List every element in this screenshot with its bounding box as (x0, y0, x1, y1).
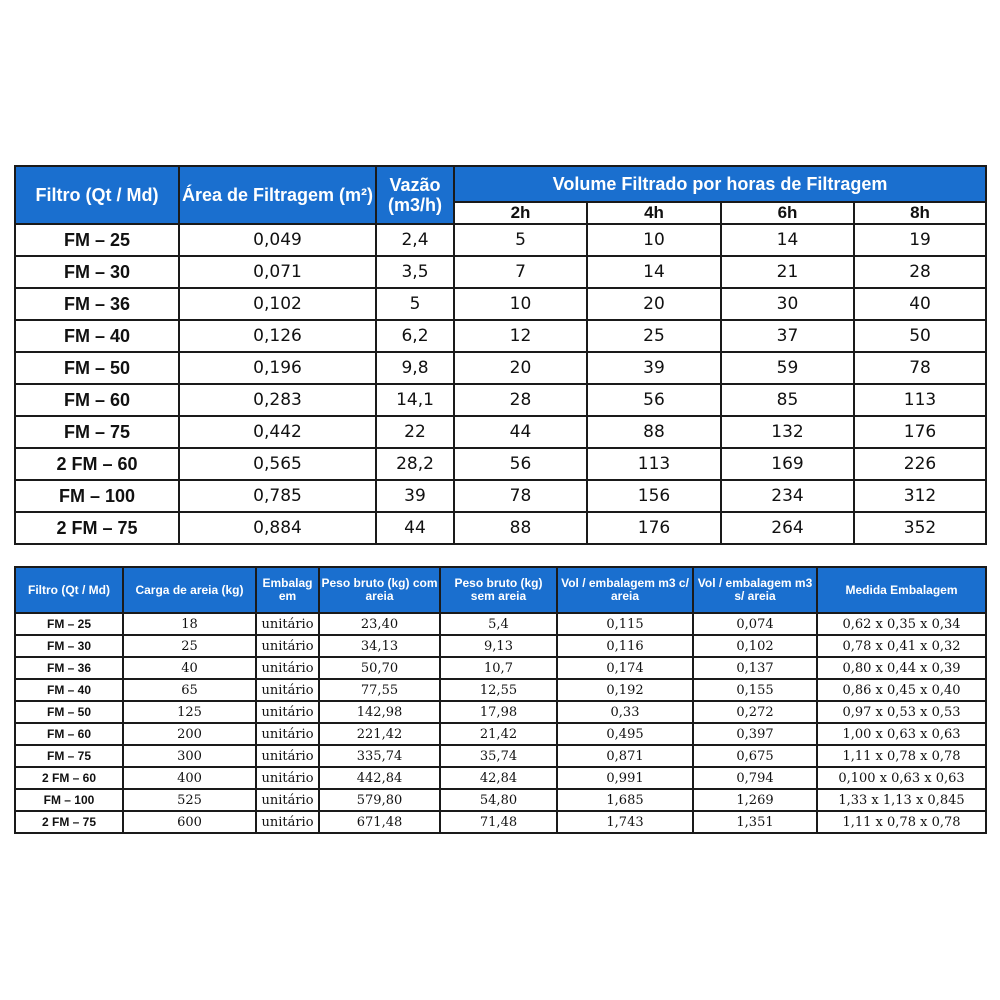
filter-model-cell: FM – 25 (15, 224, 179, 256)
volume-sand-cell: 1,685 (557, 789, 693, 811)
table-row (15, 657, 986, 679)
volume-nosand-cell: 0,137 (693, 657, 817, 679)
volume-6h-cell: 264 (721, 512, 854, 544)
gross-weight-nosand-cell: 35,74 (440, 745, 557, 767)
area-cell: 0,884 (179, 512, 376, 544)
filter-model-cell: FM – 50 (15, 701, 123, 723)
header-hour: 4h (587, 202, 721, 224)
gross-weight-sand-cell: 579,80 (319, 789, 440, 811)
table-row (15, 512, 986, 544)
volume-2h-cell: 44 (454, 416, 587, 448)
volume-4h-cell: 20 (587, 288, 721, 320)
volume-8h-cell: 40 (854, 288, 986, 320)
table-row (15, 256, 986, 288)
gross-weight-nosand-cell: 71,48 (440, 811, 557, 833)
volume-4h-cell: 113 (587, 448, 721, 480)
gross-weight-sand-cell: 221,42 (319, 723, 440, 745)
volume-2h-cell: 88 (454, 512, 587, 544)
packaging-cell: unitário (256, 811, 319, 833)
volume-6h-cell: 234 (721, 480, 854, 512)
package-size-cell: 1,33 x 1,13 x 0,845 (817, 789, 986, 811)
filter-model-cell: FM – 60 (15, 723, 123, 745)
packaging-table (14, 566, 987, 834)
header-volume-filtrado: Volume Filtrado por horas de Filtragem (454, 166, 986, 202)
filter-model-cell: FM – 36 (15, 657, 123, 679)
volume-sand-cell: 0,192 (557, 679, 693, 701)
volume-nosand-cell: 0,397 (693, 723, 817, 745)
volume-6h-cell: 21 (721, 256, 854, 288)
volume-nosand-cell: 0,794 (693, 767, 817, 789)
flow-cell: 28,2 (376, 448, 454, 480)
volume-sand-cell: 0,495 (557, 723, 693, 745)
volume-8h-cell: 176 (854, 416, 986, 448)
volume-6h-cell: 85 (721, 384, 854, 416)
packaging-cell: unitário (256, 613, 319, 635)
volume-nosand-cell: 1,351 (693, 811, 817, 833)
sand-load-cell: 18 (123, 613, 256, 635)
gross-weight-nosand-cell: 42,84 (440, 767, 557, 789)
table-row (15, 789, 986, 811)
gross-weight-sand-cell: 671,48 (319, 811, 440, 833)
package-size-cell: 0,80 x 0,44 x 0,39 (817, 657, 986, 679)
flow-cell: 5 (376, 288, 454, 320)
volume-4h-cell: 88 (587, 416, 721, 448)
packaging-cell: unitário (256, 701, 319, 723)
gross-weight-nosand-cell: 10,7 (440, 657, 557, 679)
volume-8h-cell: 28 (854, 256, 986, 288)
sand-load-cell: 400 (123, 767, 256, 789)
volume-6h-cell: 132 (721, 416, 854, 448)
volume-2h-cell: 10 (454, 288, 587, 320)
packaging-cell: unitário (256, 657, 319, 679)
flow-cell: 9,8 (376, 352, 454, 384)
area-cell: 0,102 (179, 288, 376, 320)
gross-weight-sand-cell: 34,13 (319, 635, 440, 657)
area-cell: 0,565 (179, 448, 376, 480)
table-row (15, 384, 986, 416)
gross-weight-sand-cell: 50,70 (319, 657, 440, 679)
volume-nosand-cell: 0,102 (693, 635, 817, 657)
gross-weight-nosand-cell: 21,42 (440, 723, 557, 745)
filter-model-cell: FM – 30 (15, 256, 179, 288)
filter-model-cell: 2 FM – 60 (15, 448, 179, 480)
volume-8h-cell: 78 (854, 352, 986, 384)
sand-load-cell: 525 (123, 789, 256, 811)
packaging-cell: unitário (256, 723, 319, 745)
package-size-cell: 0,97 x 0,53 x 0,53 (817, 701, 986, 723)
volume-8h-cell: 226 (854, 448, 986, 480)
sand-load-cell: 200 (123, 723, 256, 745)
table-row (15, 352, 986, 384)
header-hour: 6h (721, 202, 854, 224)
gross-weight-nosand-cell: 9,13 (440, 635, 557, 657)
filter-model-cell: FM – 36 (15, 288, 179, 320)
volume-8h-cell: 113 (854, 384, 986, 416)
filtration-volume-table (14, 165, 987, 545)
table-row (15, 811, 986, 833)
table-row (15, 480, 986, 512)
sand-load-cell: 40 (123, 657, 256, 679)
gross-weight-sand-cell: 77,55 (319, 679, 440, 701)
volume-8h-cell: 312 (854, 480, 986, 512)
flow-cell: 22 (376, 416, 454, 448)
area-cell: 0,071 (179, 256, 376, 288)
volume-6h-cell: 37 (721, 320, 854, 352)
table-row (15, 613, 986, 635)
area-cell: 0,283 (179, 384, 376, 416)
volume-sand-cell: 0,174 (557, 657, 693, 679)
area-cell: 0,196 (179, 352, 376, 384)
flow-cell: 6,2 (376, 320, 454, 352)
volume-sand-cell: 1,743 (557, 811, 693, 833)
header-carga-areia: Carga de areia (kg) (123, 567, 256, 613)
area-cell: 0,785 (179, 480, 376, 512)
header-vol-com-areia: Vol / embalagem m3 c/ areia (557, 567, 693, 613)
volume-nosand-cell: 0,675 (693, 745, 817, 767)
header-filtro: Filtro (Qt / Md) (15, 567, 123, 613)
package-size-cell: 0,62 x 0,35 x 0,34 (817, 613, 986, 635)
package-size-cell: 0,78 x 0,41 x 0,32 (817, 635, 986, 657)
volume-4h-cell: 176 (587, 512, 721, 544)
volume-4h-cell: 25 (587, 320, 721, 352)
area-cell: 0,442 (179, 416, 376, 448)
gross-weight-nosand-cell: 17,98 (440, 701, 557, 723)
table-row (15, 701, 986, 723)
packaging-cell: unitário (256, 767, 319, 789)
header-filtro: Filtro (Qt / Md) (15, 166, 179, 224)
volume-2h-cell: 56 (454, 448, 587, 480)
sand-load-cell: 25 (123, 635, 256, 657)
package-size-cell: 1,11 x 0,78 x 0,78 (817, 811, 986, 833)
filter-model-cell: FM – 30 (15, 635, 123, 657)
package-size-cell: 1,00 x 0,63 x 0,63 (817, 723, 986, 745)
flow-cell: 14,1 (376, 384, 454, 416)
volume-4h-cell: 156 (587, 480, 721, 512)
header-vazao: Vazão (m3/h) (376, 166, 454, 224)
flow-cell: 44 (376, 512, 454, 544)
volume-2h-cell: 78 (454, 480, 587, 512)
table-row (15, 767, 986, 789)
flow-cell: 3,5 (376, 256, 454, 288)
header-hour: 8h (854, 202, 986, 224)
table-row (15, 448, 986, 480)
packaging-cell: unitário (256, 789, 319, 811)
area-cell: 0,126 (179, 320, 376, 352)
volume-4h-cell: 39 (587, 352, 721, 384)
filter-model-cell: FM – 50 (15, 352, 179, 384)
volume-8h-cell: 19 (854, 224, 986, 256)
volume-nosand-cell: 0,074 (693, 613, 817, 635)
filter-model-cell: FM – 75 (15, 745, 123, 767)
header-hour: 2h (454, 202, 587, 224)
flow-cell: 2,4 (376, 224, 454, 256)
gross-weight-nosand-cell: 12,55 (440, 679, 557, 701)
header-vol-sem-areia: Vol / embalagem m3 s/ areia (693, 567, 817, 613)
area-cell: 0,049 (179, 224, 376, 256)
volume-6h-cell: 30 (721, 288, 854, 320)
filter-model-cell: FM – 75 (15, 416, 179, 448)
packaging-table-body (15, 613, 986, 833)
table-row (15, 635, 986, 657)
header-embalagem: Embalag em (256, 567, 319, 613)
gross-weight-sand-cell: 23,40 (319, 613, 440, 635)
filter-model-cell: FM – 40 (15, 679, 123, 701)
volume-2h-cell: 28 (454, 384, 587, 416)
package-size-cell: 0,100 x 0,63 x 0,63 (817, 767, 986, 789)
volume-2h-cell: 12 (454, 320, 587, 352)
volume-sand-cell: 0,871 (557, 745, 693, 767)
filter-model-cell: 2 FM – 75 (15, 811, 123, 833)
package-size-cell: 1,11 x 0,78 x 0,78 (817, 745, 986, 767)
volume-nosand-cell: 0,155 (693, 679, 817, 701)
table-row (15, 679, 986, 701)
filter-model-cell: FM – 60 (15, 384, 179, 416)
volume-nosand-cell: 1,269 (693, 789, 817, 811)
table-row (15, 723, 986, 745)
packaging-cell: unitário (256, 679, 319, 701)
volume-4h-cell: 14 (587, 256, 721, 288)
package-size-cell: 0,86 x 0,45 x 0,40 (817, 679, 986, 701)
volume-2h-cell: 7 (454, 256, 587, 288)
table-row (15, 288, 986, 320)
sand-load-cell: 300 (123, 745, 256, 767)
header-peso-com-areia: Peso bruto (kg) com areia (319, 567, 440, 613)
volume-6h-cell: 169 (721, 448, 854, 480)
volume-sand-cell: 0,991 (557, 767, 693, 789)
gross-weight-nosand-cell: 54,80 (440, 789, 557, 811)
header-medida-embalagem: Medida Embalagem (817, 567, 986, 613)
table-row (15, 745, 986, 767)
table-row (15, 320, 986, 352)
table-row (15, 416, 986, 448)
volume-sand-cell: 0,33 (557, 701, 693, 723)
gross-weight-sand-cell: 442,84 (319, 767, 440, 789)
volume-sand-cell: 0,115 (557, 613, 693, 635)
header-peso-sem-areia: Peso bruto (kg) sem areia (440, 567, 557, 613)
volume-4h-cell: 10 (587, 224, 721, 256)
volume-2h-cell: 20 (454, 352, 587, 384)
gross-weight-sand-cell: 335,74 (319, 745, 440, 767)
gross-weight-nosand-cell: 5,4 (440, 613, 557, 635)
volume-8h-cell: 50 (854, 320, 986, 352)
packaging-cell: unitário (256, 745, 319, 767)
packaging-cell: unitário (256, 635, 319, 657)
volume-6h-cell: 14 (721, 224, 854, 256)
flow-cell: 39 (376, 480, 454, 512)
filter-model-cell: FM – 40 (15, 320, 179, 352)
filter-model-cell: FM – 25 (15, 613, 123, 635)
filtration-table-body (15, 224, 986, 544)
volume-6h-cell: 59 (721, 352, 854, 384)
volume-nosand-cell: 0,272 (693, 701, 817, 723)
volume-4h-cell: 56 (587, 384, 721, 416)
sand-load-cell: 65 (123, 679, 256, 701)
header-area-filtragem: Área de Filtragem (m²) (179, 166, 376, 224)
sand-load-cell: 125 (123, 701, 256, 723)
filter-model-cell: FM – 100 (15, 480, 179, 512)
filter-model-cell: FM – 100 (15, 789, 123, 811)
sand-load-cell: 600 (123, 811, 256, 833)
volume-8h-cell: 352 (854, 512, 986, 544)
filter-model-cell: 2 FM – 75 (15, 512, 179, 544)
volume-2h-cell: 5 (454, 224, 587, 256)
table-row (15, 224, 986, 256)
filter-model-cell: 2 FM – 60 (15, 767, 123, 789)
gross-weight-sand-cell: 142,98 (319, 701, 440, 723)
volume-sand-cell: 0,116 (557, 635, 693, 657)
